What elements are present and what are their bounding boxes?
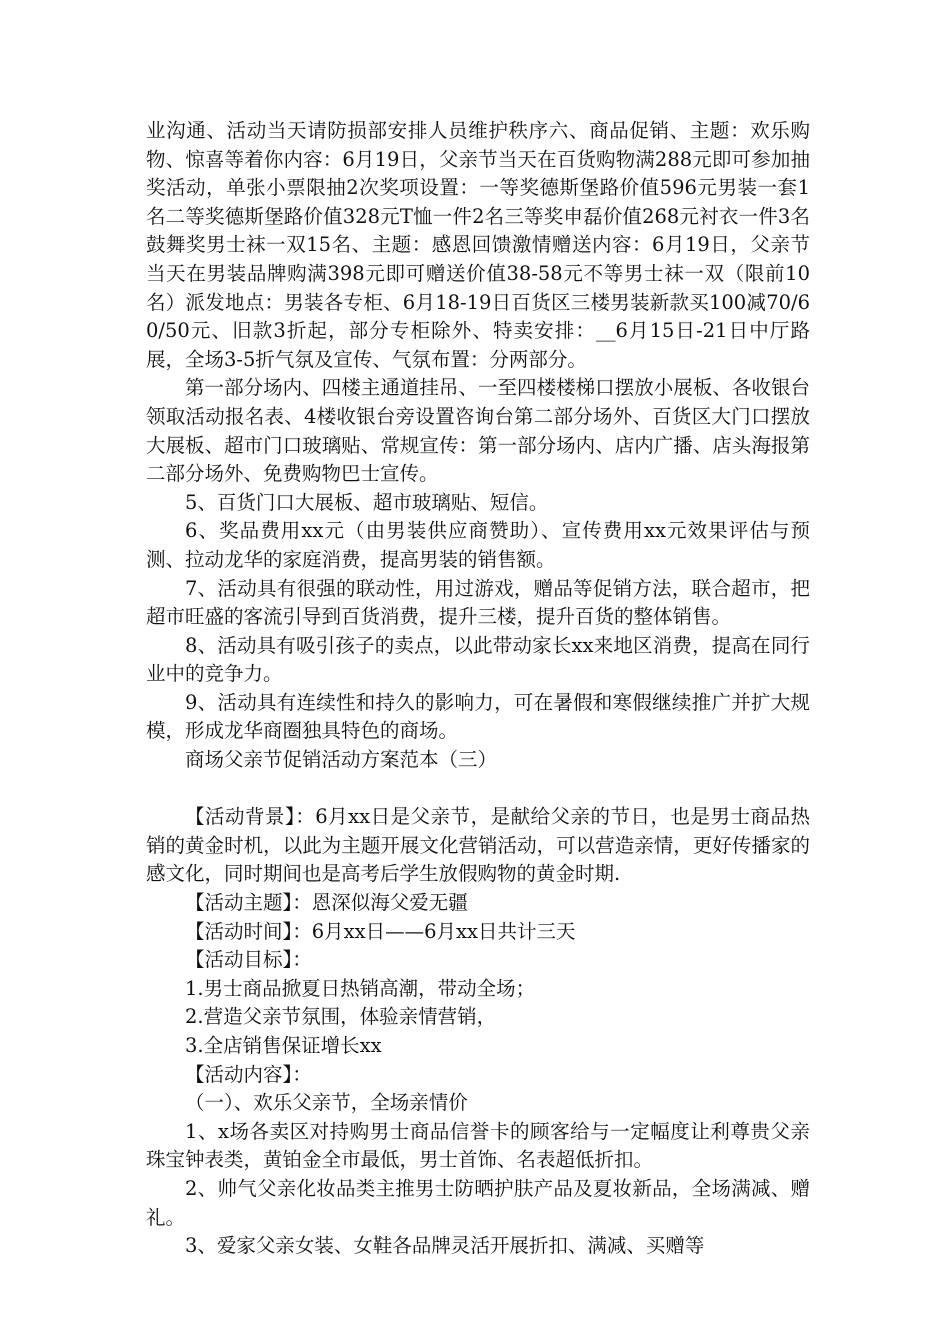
paragraph-item-9: 9、活动具有连续性和持久的影响力，可在暑假和寒假继续推广并扩大规模，形成龙华商圈独具特色的商场。 bbox=[146, 690, 810, 743]
paragraph-promotion-details: 业沟通、活动当天请防损部安排人员维护秩序六、商品促销、主题：欢乐购物、惊喜等着你内容：6月19日，父亲节当天在百货购物满288元即可参加抽奖活动，单张小票限抽2次奖项设置：一等奖德斯堡路价值596元男装一套1名二等奖德斯堡路价值328元T恤一件2名三等奖申磊价值268元衬衣一件3名鼓舞奖男士袜一双15名、主题：感恩回馈激情赠送内容：6月19日，父亲节当天在男装品牌购满398元即可赠送价值38-58元不等男士袜一双（限前10名）派发地点：男装各专柜、6月18-19日百货区三楼男装新款买100减70/60/50元、旧款3折起，部分专柜除外、特卖安排：__6月15日-21日中厅路展，全场3-5折气氛及宣传、气氛布置：分两部分。 bbox=[146, 119, 810, 371]
goal-item-3: 3.全店销售保证增长xx bbox=[185, 1034, 382, 1057]
blank-line bbox=[146, 775, 810, 804]
section-heading: 商场父亲节促销活动方案范本（三） bbox=[185, 748, 498, 772]
content-item-1: 1、x场各卖区对持购男士商品信誉卡的顾客给与一定幅度让利尊贵父亲珠宝钟表类，黄铂金全市最低，男士首饰、名表超低折扣。 bbox=[146, 1119, 810, 1172]
paragraph-item-5: 5、百货门口大展板、超市玻璃贴、短信。 bbox=[185, 490, 549, 514]
paragraph-activity-background: 【活动背景】：6月xx日是父亲节，是献给父亲的节日，也是男士商品热销的黄金时机，以此为主题开展文化营销活动，可以营造亲情，更好传播家的感文化，同时期间也是高考后学生放假购物的黄金时期. bbox=[146, 805, 810, 886]
paragraph-item-8: 8、活动具有吸引孩子的卖点，以此带动家长xx来地区消费，提高在同行业中的竞争力。 bbox=[146, 633, 810, 686]
content-item-2: 2、帅气父亲化妆品类主推男士防晒护肤产品及夏妆新品，全场满减、赠礼。 bbox=[146, 1176, 810, 1229]
paragraph-activity-time: 【活动时间】：6月xx日——6月xx日共计三天 bbox=[185, 919, 576, 943]
goal-item-2: 2.营造父亲节氛围，体验亲情营销， bbox=[185, 1005, 497, 1029]
paragraph-item-7: 7、活动具有很强的联动性，用过游戏，赠品等促销方法，联合超市，把超市旺盛的客流引导到百货消费，提升三楼，提升百货的整体销售。 bbox=[146, 576, 810, 629]
content-subheading-1: （一）、欢乐父亲节，全场亲情价 bbox=[185, 1091, 468, 1115]
paragraph-venue-layout: 第一部分场内、四楼主通道挂吊、一至四楼楼梯口摆放小展板、各收银台领取活动报名表、4楼收银台旁设置咨询台第二部分场外、百货区大门口摆放大展板、超市门口玻璃贴、常规宣传：第一部分场内、店内广播、店头海报第二部分场外、免费购物巴士宣传。 bbox=[146, 376, 810, 486]
paragraph-item-6: 6、奖品费用xx元（由男装供应商赞助）、宣传费用xx元效果评估与预测、拉动龙华的家庭消费，提高男装的销售额。 bbox=[146, 519, 810, 571]
paragraph-activity-goals: 【活动目标】： bbox=[185, 948, 312, 972]
goal-item-1: 1.男士商品掀夏日热销高潮，带动全场； bbox=[185, 976, 536, 1000]
document-body bbox=[146, 117, 810, 1261]
content-item-3: 3、爱家父亲女装、女鞋各品牌灵活开展折扣、满减、买赠等 bbox=[185, 1234, 705, 1258]
paragraph-activity-theme: 【活动主题】：恩深似海父爱无疆 bbox=[185, 891, 468, 915]
paragraph-activity-content: 【活动内容】： bbox=[185, 1062, 312, 1086]
